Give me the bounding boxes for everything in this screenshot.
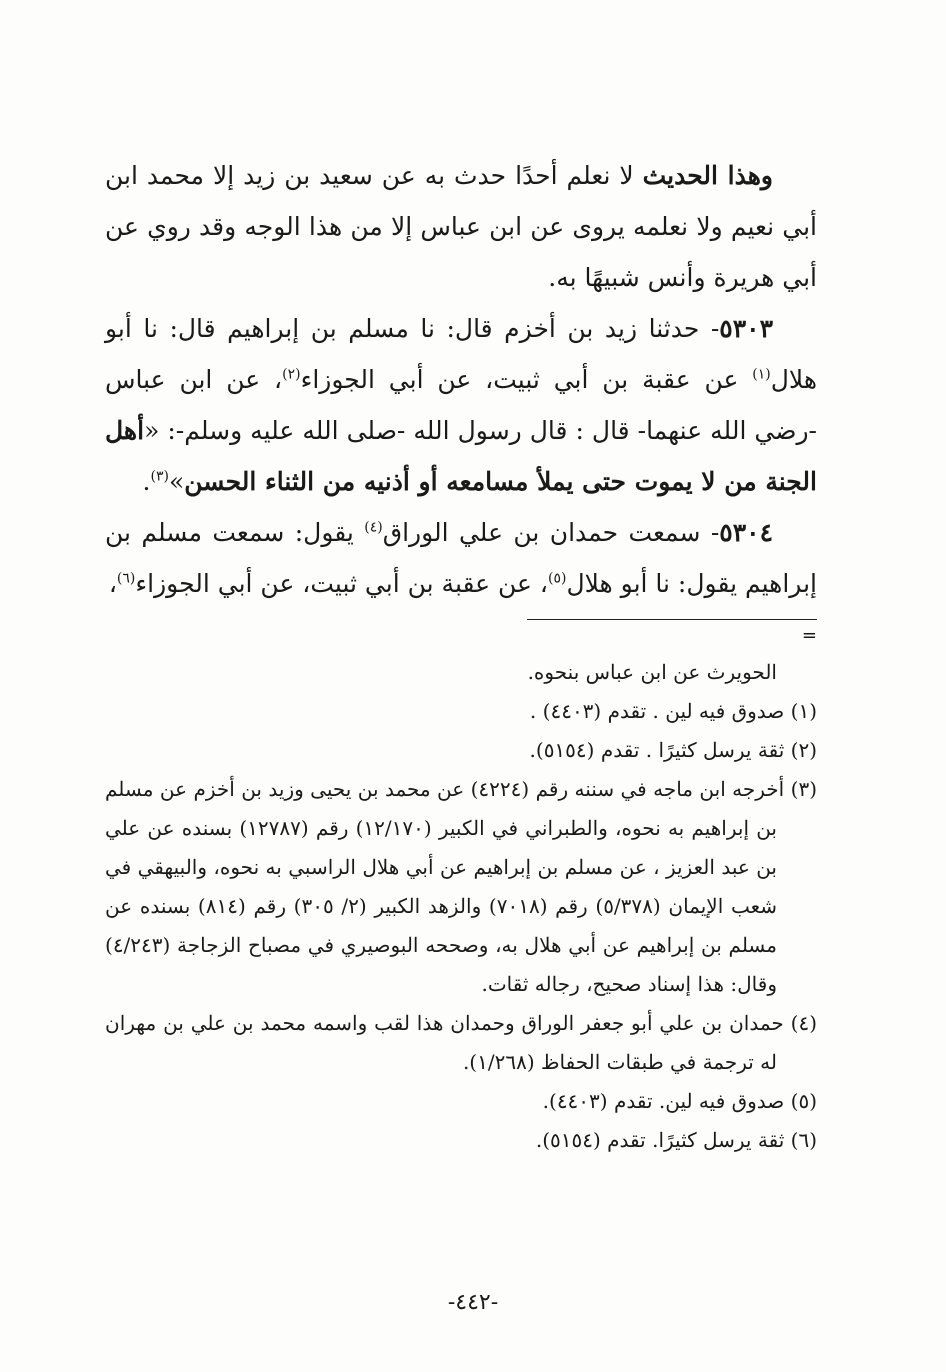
main-text	[105, 150, 817, 609]
lead-phrase: وهذا الحديث	[642, 161, 773, 190]
hadith-text: .	[142, 467, 151, 496]
footnote-number: (٥)	[790, 1089, 817, 1113]
continuation-mark: =	[801, 625, 817, 646]
footnote-separator	[105, 613, 817, 646]
hadith-text: عن عقبة بن أبي ثبيت، عن أبي الجوزاء	[300, 365, 753, 394]
hadith-text: ، عن عقبة بن أبي ثبيت، عن أبي الجوزاء	[135, 569, 548, 598]
footnote-ref[interactable]: (٥)	[547, 570, 567, 587]
separator-line	[527, 619, 817, 620]
footnote-text: أخرجه ابن ماجه في سننه رقم (٤٢٢٤) عن محمد بن يحيى وزيد بن أخزم عن مسلم بن إبراهيم به نحوه، والطبراني في الكبير (١٢/١٧٠) رقم (١٢٧٨٧) بسنده عن علي بن عبد العزيز ، عن مسلم بن إبراهيم عن أبي هلال الراسبي به نحوه، والبيهقي في شعب الإيمان (٥/٣٧٨) رقم (٧٠١٨) والزهد الكبير (٢/ ٣٠٥) رقم (٨١٤) بسنده عن مسلم بن إبراهيم عن أبي هلال به، وصححه البوصيري في مصباح الزجاجة (٤/٢٤٣) وقال: هذا إسناد صحيح، رجاله ثقات.	[105, 777, 785, 996]
footnote-ref[interactable]: (٦)	[116, 570, 136, 587]
footnote-number: (١)	[790, 699, 817, 723]
footnote-6	[105, 1121, 817, 1160]
footnote-continuation: الحويرث عن ابن عباس بنحوه.	[527, 660, 777, 684]
hadith-5303	[105, 303, 817, 507]
footnote-1	[105, 692, 817, 731]
footnote-3	[105, 770, 817, 1004]
hadith-text: »	[168, 467, 185, 496]
hadith-text: ، عن ابن عباس -رضي الله عنهما- قال : قال رسول الله -صلى الله عليه وسلم-: «	[105, 365, 817, 445]
page-number: -٤٤٢-	[447, 1290, 499, 1315]
page-body	[105, 150, 817, 1160]
hadith-text: - حدثنا زيد بن أخزم قال: نا مسلم بن إبراهيم قال: نا أبو هلال	[105, 314, 817, 394]
commentary-text: لا نعلم أحدًا حدث به عن سعيد بن زيد إلا محمد ابن أبي نعيم ولا نعلمه يروى عن ابن عباس إلا من هذا الوجه وقد روي عن أبي هريرة وأنس شبيهًا به.	[105, 161, 817, 292]
hadith-text: - سمعت حمدان بن علي الوراق	[382, 518, 720, 547]
paragraph-commentary	[105, 150, 817, 303]
footnote-ref[interactable]: (٣)	[150, 468, 169, 485]
footnote-4	[105, 1004, 817, 1082]
footnote-text: ثقة يرسل كثيرًا. تقدم (٥١٥٤).	[535, 1128, 785, 1152]
footnote-text: صدوق فيه لين . تقدم (٤٤٠٣) .	[529, 699, 785, 723]
footnote-ref[interactable]: (١)	[752, 366, 771, 383]
footnote-number: (٣)	[790, 777, 817, 801]
footnote-number: (٢)	[790, 738, 817, 762]
footnotes	[105, 653, 817, 1160]
hadith-5304	[105, 507, 817, 609]
footnote-2	[105, 731, 817, 770]
footnote-text: حمدان بن علي أبو جعفر الوراق وحمدان هذا لقب واسمه محمد بن علي بن مهران له ترجمة في طبقات الحفاظ (١/٢٦٨).	[105, 1011, 784, 1074]
hadith-number: ٥٣٠٣	[719, 314, 773, 343]
footnote-text: ثقة يرسل كثيرًا . تقدم (٥١٥٤).	[529, 738, 785, 762]
footnote-text: صدوق فيه لين. تقدم (٤٤٠٣).	[542, 1089, 785, 1113]
hadith-text: ،	[108, 569, 117, 598]
footnote-number: (٤)	[790, 1011, 817, 1035]
prophetic-saying: أهل الجنة من لا يموت حتى يملأ مسامعه أو أذنيه من الثناء الحسن	[105, 416, 817, 496]
footnote-ref[interactable]: (٢)	[282, 366, 301, 383]
hadith-number: ٥٣٠٤	[719, 518, 773, 547]
footnote-5	[105, 1082, 817, 1121]
hadith-text: يقول: سمعت مسلم بن إبراهيم يقول: نا أبو هلال	[105, 518, 817, 598]
footnote-number: (٦)	[790, 1128, 817, 1152]
footnote-ref[interactable]: (٤)	[364, 519, 383, 536]
